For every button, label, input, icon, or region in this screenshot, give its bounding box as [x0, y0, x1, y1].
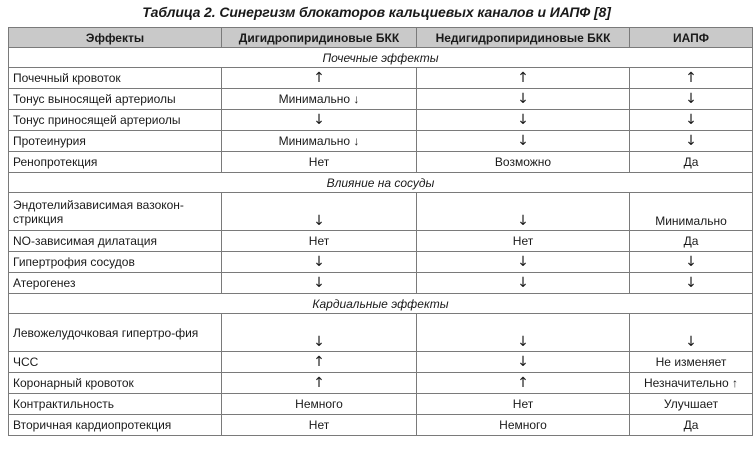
cell-acei: ↓ [630, 131, 753, 152]
row-label: NO-зависимая дилатация [9, 231, 222, 252]
cell-ndhp: ↓ [417, 89, 630, 110]
cell-ndhp: ↓ [417, 110, 630, 131]
table-row [9, 394, 753, 415]
row-label: Контрактильность [9, 394, 222, 415]
cell-ndhp: ↓ [417, 273, 630, 294]
cell-acei: ↓ [630, 314, 753, 352]
row-label: Атерогенез [9, 273, 222, 294]
cell-acei: Улучшает [630, 394, 753, 415]
table-row [9, 68, 753, 89]
row-label: Эндотелийзависимая вазокон-стрикция [9, 193, 222, 231]
section-vascular: Влияние на сосуды [9, 173, 753, 193]
table-row [9, 273, 753, 294]
cell-dhp: ↑ [222, 373, 417, 394]
cell-dhp: ↓ [222, 193, 417, 231]
cell-acei: ↓ [630, 252, 753, 273]
cell-dhp: ↓ [222, 273, 417, 294]
cell-acei: ↑ [630, 68, 753, 89]
table-row [9, 415, 753, 436]
table-caption: Таблица 2. Синергизм блокаторов кальциевых каналов и ИАПФ [8] [142, 4, 611, 20]
table-row [9, 373, 753, 394]
row-label: Тонус приносящей артериолы [9, 110, 222, 131]
cell-dhp: Минимально ↓ [222, 89, 417, 110]
cell-ndhp: Нет [417, 394, 630, 415]
row-label: ЧСС [9, 352, 222, 373]
section-cardiac: Кардиальные эффекты [9, 294, 753, 314]
row-label: Гипертрофия сосудов [9, 252, 222, 273]
row-label: Протеинурия [9, 131, 222, 152]
cell-ndhp: ↓ [417, 193, 630, 231]
header-row [9, 28, 753, 48]
cell-ndhp: ↓ [417, 252, 630, 273]
table-row [9, 314, 753, 352]
cell-dhp: ↓ [222, 110, 417, 131]
row-label: Почечный кровоток [9, 68, 222, 89]
cell-dhp: Нет [222, 415, 417, 436]
cell-dhp: Нет [222, 152, 417, 173]
cell-acei: Минимально [630, 193, 753, 231]
section-row-cardiac [9, 294, 753, 314]
cell-acei: Да [630, 231, 753, 252]
cell-dhp: Нет [222, 231, 417, 252]
cell-acei: ↓ [630, 89, 753, 110]
header-dihydropyridine: Дигидропиридиновые БКК [222, 28, 417, 48]
cell-acei: Да [630, 415, 753, 436]
cell-acei: ↓ [630, 273, 753, 294]
cell-ndhp: Немного [417, 415, 630, 436]
cell-dhp: ↑ [222, 352, 417, 373]
row-label: Тонус выносящей артериолы [9, 89, 222, 110]
section-row-vascular [9, 173, 753, 193]
cell-ndhp: ↓ [417, 131, 630, 152]
cell-ndhp: ↓ [417, 314, 630, 352]
cell-acei: Да [630, 152, 753, 173]
table-row [9, 252, 753, 273]
section-row-renal [9, 48, 753, 68]
cell-dhp: Минимально ↓ [222, 131, 417, 152]
synergism-table [8, 27, 753, 436]
cell-ndhp: ↓ [417, 352, 630, 373]
cell-dhp: ↑ [222, 68, 417, 89]
table-row [9, 231, 753, 252]
cell-acei: Не изменяет [630, 352, 753, 373]
cell-acei: ↓ [630, 110, 753, 131]
table-row [9, 152, 753, 173]
header-effects: Эффекты [9, 28, 222, 48]
row-label: Вторичная кардиопротекция [9, 415, 222, 436]
cell-dhp: ↓ [222, 314, 417, 352]
table-row [9, 131, 753, 152]
table-row [9, 110, 753, 131]
row-label: Коронарный кровоток [9, 373, 222, 394]
cell-ndhp: ↑ [417, 373, 630, 394]
table-row [9, 193, 753, 231]
header-acei: ИАПФ [630, 28, 753, 48]
row-label: Левожелудочковая гипертро-фия [9, 314, 222, 352]
section-renal: Почечные эффекты [9, 48, 753, 68]
cell-ndhp: Нет [417, 231, 630, 252]
cell-ndhp: Возможно [417, 152, 630, 173]
cell-ndhp: ↑ [417, 68, 630, 89]
header-nondihydropyridine: Недигидропиридиновые БКК [417, 28, 630, 48]
cell-dhp: Немного [222, 394, 417, 415]
table-row [9, 352, 753, 373]
table-row [9, 89, 753, 110]
row-label: Ренопротекция [9, 152, 222, 173]
cell-dhp: ↓ [222, 252, 417, 273]
cell-acei: Незначительно ↑ [630, 373, 753, 394]
